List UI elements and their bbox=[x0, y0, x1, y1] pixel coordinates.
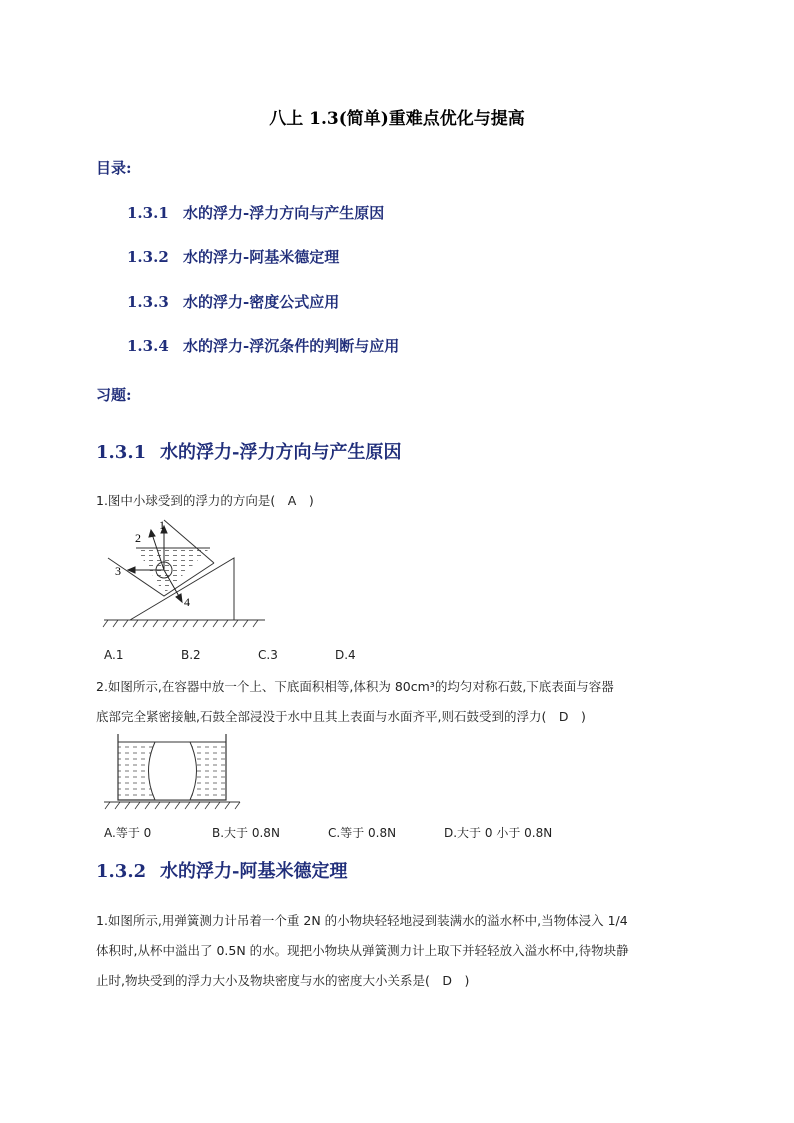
option-b[interactable]: B.2 bbox=[181, 648, 201, 662]
section-heading bbox=[96, 438, 401, 464]
exercises-label: 习题: bbox=[96, 386, 132, 404]
incline-figure bbox=[100, 518, 270, 633]
drum-tank-figure bbox=[100, 732, 242, 814]
option-c[interactable]: C.等于 0.8N bbox=[328, 826, 397, 840]
toc-item-number: 1.3.4 bbox=[127, 337, 169, 355]
page-title: 八上 1.3(简单)重难点优化与提高 bbox=[269, 109, 525, 129]
toc-item[interactable] bbox=[127, 291, 339, 312]
toc-label: 目录: bbox=[96, 159, 132, 177]
option-a[interactable]: A.等于 0 bbox=[104, 826, 152, 840]
question-text-line: 2.如图所示,在容器中放一个上、下底面积相等,体积为 80cm³的均匀对称石鼓,下底表面与容器 bbox=[96, 679, 614, 694]
question-text-line: 1.如图所示,用弹簧测力计吊着一个重 2N 的小物块轻轻地浸到装满水的溢水杯中,当物体浸入 1/4 bbox=[96, 913, 628, 928]
toc-item-number: 1.3.2 bbox=[127, 248, 169, 266]
toc-item-number: 1.3.3 bbox=[127, 293, 169, 311]
arrow-label-3: 3 bbox=[115, 564, 121, 578]
toc-item-number: 1.3.1 bbox=[127, 204, 169, 222]
toc-item[interactable] bbox=[127, 202, 384, 223]
toc-item[interactable] bbox=[127, 335, 399, 356]
arrow-label-2: 2 bbox=[135, 531, 141, 545]
question-text-line: 体积时,从杯中溢出了 0.5N 的水。现把小物块从弹簧测力计上取下并轻轻放入溢水杯中,待物块静 bbox=[96, 943, 629, 958]
toc-item-text: 水的浮力-浮力方向与产生原因 bbox=[183, 204, 385, 222]
arrow-label-4: 4 bbox=[184, 595, 190, 609]
section-title: 水的浮力-浮力方向与产生原因 bbox=[160, 442, 402, 463]
option-d[interactable]: D.4 bbox=[335, 648, 356, 662]
toc-item-text: 水的浮力-密度公式应用 bbox=[183, 293, 340, 311]
option-b[interactable]: B.大于 0.8N bbox=[212, 826, 280, 840]
section-number: 1.3.2 bbox=[96, 861, 147, 882]
arrow-label-1: 1 bbox=[159, 518, 165, 532]
section-heading bbox=[96, 857, 347, 883]
section-number: 1.3.1 bbox=[96, 442, 147, 463]
section-title: 水的浮力-阿基米德定理 bbox=[160, 861, 348, 882]
option-a[interactable]: A.1 bbox=[104, 648, 124, 662]
question-text-line: 止时,物块受到的浮力大小及物块密度与水的密度大小关系是( D ) bbox=[96, 973, 470, 988]
option-c[interactable]: C.3 bbox=[258, 648, 278, 662]
option-d[interactable]: D.大于 0 小于 0.8N bbox=[444, 826, 553, 840]
toc-item[interactable] bbox=[127, 246, 339, 267]
question-text: 1.图中小球受到的浮力的方向是( A ) bbox=[96, 493, 314, 508]
question-text-line: 底部完全紧密接触,石鼓全部浸没于水中且其上表面与水面齐平,则石鼓受到的浮力( D ) bbox=[96, 709, 586, 724]
toc-item-text: 水的浮力-浮沉条件的判断与应用 bbox=[183, 337, 400, 355]
toc-item-text: 水的浮力-阿基米德定理 bbox=[183, 248, 340, 266]
